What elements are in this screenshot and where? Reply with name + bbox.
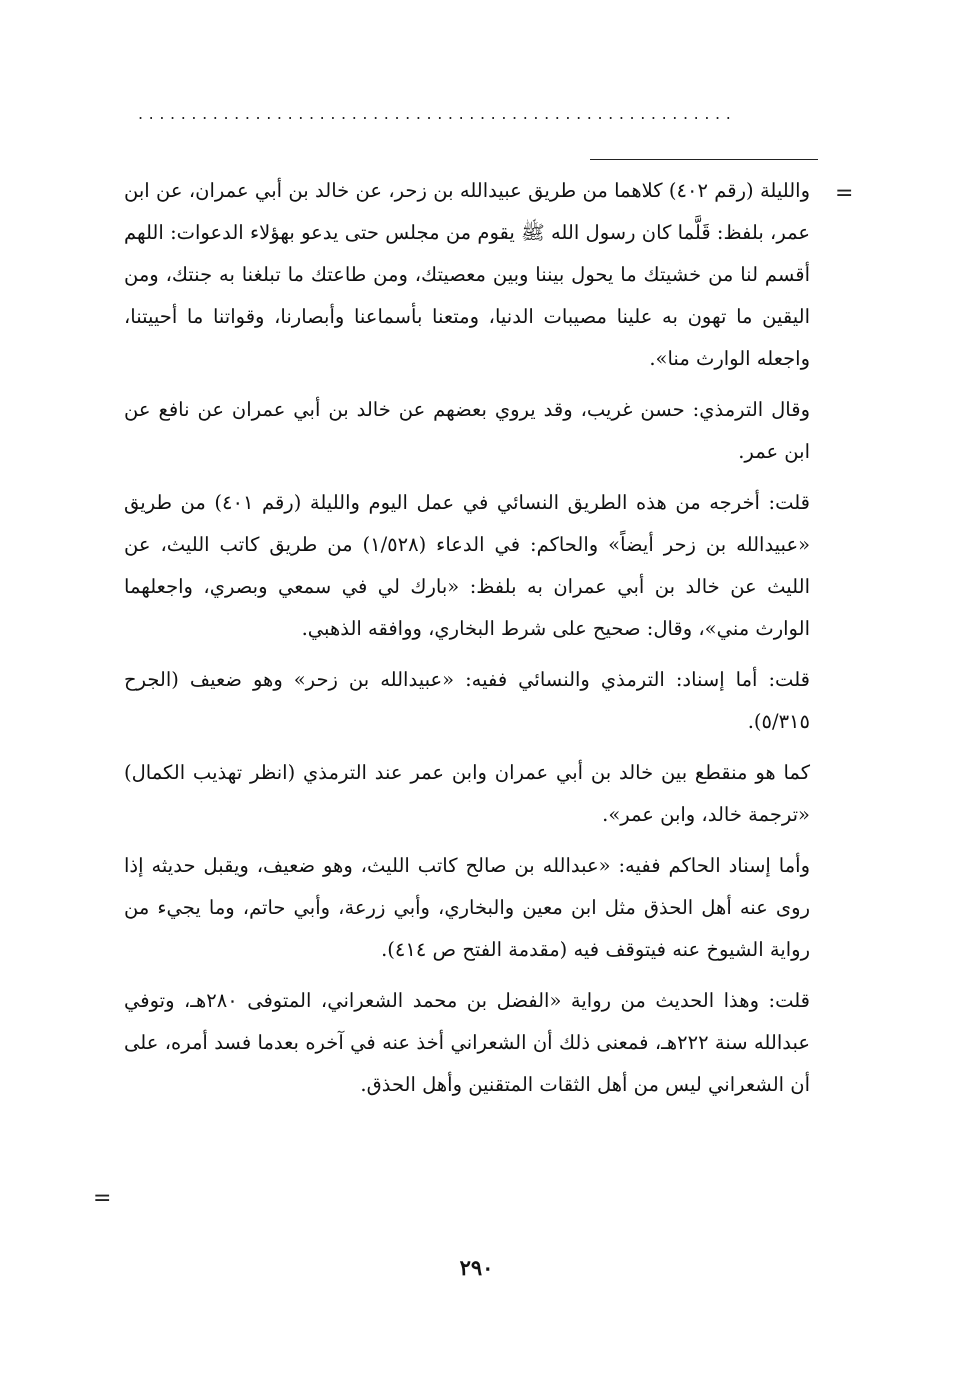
footnote-rule — [590, 159, 818, 160]
paragraph-4: قلت: أما إسناد: الترمذي والنسائي ففيه: «عبيدالله بن زحر» وهو ضعيف (الجرح ٥/٣١٥). — [124, 668, 810, 733]
continuation-mark-bottom: = — [93, 1186, 112, 1211]
continuation-mark-top: = — [835, 181, 854, 206]
page-number: ٢٩٠ — [459, 1255, 494, 1280]
paragraph-2: وقال الترمذي: حسن غريب، وقد يروي بعضهم عن خالد بن أبي عمران عن نافع عن ابن عمر. — [124, 398, 810, 463]
paragraph-5: كما هو منقطع بين خالد بن أبي عمران وابن عمر عند الترمذي (انظر تهذيب الكمال) «ترجمة خالد، وابن عمر». — [124, 761, 810, 826]
separator-dots: ........................................................ — [138, 104, 737, 123]
footnote-body — [124, 170, 810, 1115]
paragraph-6: وأما إسناد الحاكم ففيه: «عبدالله بن صالح كاتب الليث، وهو ضعيف، ويقبل حديثه إذا روى عنه أهل الحذق مثل ابن معين والبخاري، وأبي زرعة، وأبي حاتم، وما يجيء من رواية الشيوخ عنه فيتوقف فيه (مقدمة الفتح ص ٤١٤). — [124, 854, 810, 961]
paragraph-3: قلت: أخرجه من هذه الطريق النسائي في عمل اليوم والليلة (رقم ٤٠١) من طريق «عبيدالله بن زحر أيضاً» والحاكم: في الدعاء (١/٥٢٨) من طريق كاتب الليث، عن الليث عن خالد بن أبي عمران به بلفظ: «بارك لي في سمعي وبصري، واجعلهما الوارث مني»، وقال: صحيح على شرط البخاري، ووافقه الذهبي. — [124, 491, 811, 640]
paragraph-7: قلت: وهذا الحديث من رواية «الفضل بن محمد الشعراني، المتوفى ٢٨٠هـ، وتوفي عبدالله سنة ٢٢٢هـ، فمعنى ذلك أن الشعراني أخذ عنه في آخره بعدما فسد أمره، على أن الشعراني ليس من أهل الثقات المتقنين وأهل الحذق. — [124, 989, 810, 1096]
paragraph-1: والليلة (رقم ٤٠٢) كلاهما من طريق عبيدالله بن زحر، عن خالد بن أبي عمران، عن ابن عمر، بلفظ: قَلَّما كان رسول الله ﷺ يقوم من مجلس حتى يدعو بهؤلاء الدعوات: اللهم أقسم لنا من خشيتك ما يحول بيننا وبين معصيتك، ومن طاعتك ما تبلغنا به جنتك، ومن اليقين ما تهون به علينا مصيبات الدنيا، ومتعنا بأسماعنا وأبصارنا، وقواتنا ما أحييتنا، واجعله الوارث منا». — [124, 179, 810, 370]
